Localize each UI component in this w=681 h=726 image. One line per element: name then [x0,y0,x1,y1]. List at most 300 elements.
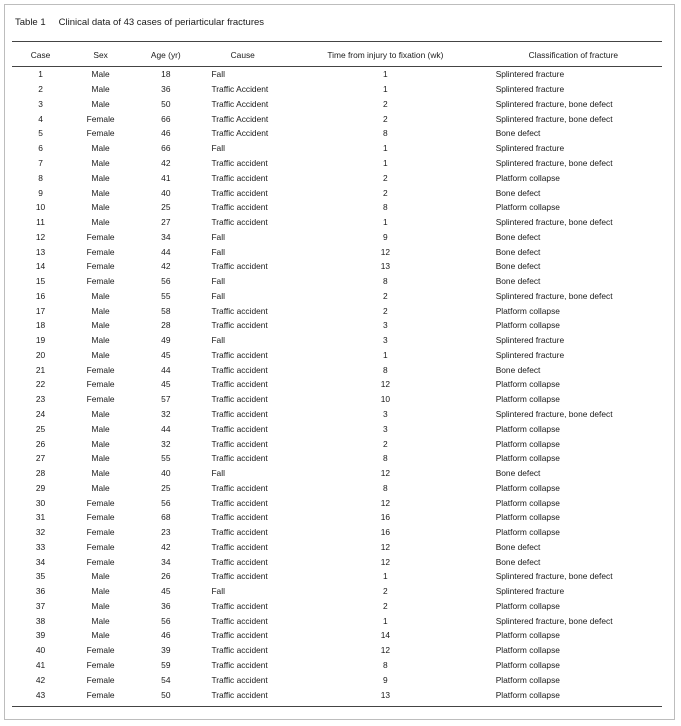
table-row [12,392,662,407]
cell-time-to-fixation: 2 [383,290,388,301]
cell-age: 54 [161,674,171,685]
cell-sex: Male [91,335,110,346]
cell-cause: Traffic accident [211,571,268,582]
cell-classification: Platform collapse [495,630,560,641]
cell-time-to-fixation: 2 [383,98,388,109]
cell-case: 42 [35,674,46,685]
table-row [12,126,662,141]
cell-cause: Traffic accident [211,217,268,228]
cell-age: 42 [161,261,171,272]
cell-classification: Splintered fracture, bone defect [495,157,613,168]
cell-cause: Traffic accident [211,527,268,538]
cell-sex: Female [86,527,115,538]
table-row [12,274,662,289]
cell-cause: Traffic accident [211,674,268,685]
cell-case: 6 [38,143,43,154]
cell-time-to-fixation: 1 [383,69,388,80]
cell-case: 19 [35,335,46,346]
cell-time-to-fixation: 3 [383,320,388,331]
cell-sex: Male [91,468,110,479]
cell-time-to-fixation: 8 [383,276,388,287]
table-row [12,495,662,510]
cell-age: 25 [161,202,171,213]
cell-age: 50 [161,98,171,109]
cell-sex: Male [91,305,110,316]
cell-cause: Traffic Accident [211,98,269,109]
table-row [12,141,662,156]
cell-time-to-fixation: 13 [380,689,391,700]
cell-case: 40 [35,645,46,656]
cell-sex: Female [86,497,115,508]
cell-cause: Traffic accident [211,512,268,523]
table-row [12,318,662,333]
cell-age: 40 [161,187,171,198]
cell-time-to-fixation: 2 [383,172,388,183]
cell-sex: Female [86,689,115,700]
cell-age: 36 [161,84,171,95]
cell-time-to-fixation: 8 [383,364,388,375]
cell-age: 66 [161,143,171,154]
table-row [12,259,662,274]
cell-cause: Traffic Accident [211,84,269,95]
table-row [12,215,662,230]
cell-classification: Bone defect [495,556,541,567]
cell-age: 42 [161,541,171,552]
cell-case: 5 [38,128,43,139]
cell-cause: Traffic Accident [211,113,269,124]
cell-sex: Female [86,512,115,523]
cell-sex: Female [86,364,115,375]
cell-age: 44 [161,364,171,375]
table-row [12,229,662,244]
cell-sex: Male [91,453,110,464]
cell-classification: Platform collapse [495,453,560,464]
cell-cause: Traffic accident [211,497,268,508]
cell-sex: Male [91,69,110,80]
table-row [12,672,662,687]
cell-cause: Traffic accident [211,453,268,464]
table-row [12,377,662,392]
cell-time-to-fixation: 3 [383,335,388,346]
cell-classification: Splintered fracture [495,69,565,80]
cell-age: 40 [161,468,171,479]
table-row [12,480,662,495]
cell-time-to-fixation: 12 [380,497,391,508]
table-row [12,111,662,126]
cell-time-to-fixation: 2 [383,438,388,449]
table-row [12,525,662,540]
cell-sex: Male [91,571,110,582]
cell-cause: Traffic accident [211,157,268,168]
cell-case: 8 [38,172,43,183]
cell-age: 68 [161,512,171,523]
table-row [12,244,662,259]
cell-case: 10 [35,202,46,213]
cell-time-to-fixation: 12 [380,246,391,257]
cell-age: 57 [161,394,171,405]
cell-age: 59 [161,660,171,670]
cell-age: 45 [161,379,171,390]
cell-classification: Platform collapse [495,172,560,183]
cell-cause: Traffic Accident [211,128,269,139]
cell-classification: Platform collapse [495,600,560,611]
table-row [12,362,662,377]
cell-classification: Platform collapse [495,305,560,316]
cell-time-to-fixation: 8 [383,202,388,213]
cell-classification: Splintered fracture, bone defect [495,408,613,419]
cell-sex: Male [91,438,110,449]
cell-sex: Female [86,113,115,124]
cell-cause: Traffic accident [211,541,268,552]
cell-cause: Traffic accident [211,364,268,375]
cell-sex: Male [91,320,110,331]
cell-case: 18 [35,320,46,331]
cell-age: 25 [161,482,171,493]
header-classification: Classification of fracture [528,49,619,60]
cell-time-to-fixation: 3 [383,408,388,419]
cell-age: 55 [161,453,171,464]
cell-sex: Female [86,379,115,390]
cell-case: 15 [35,276,46,287]
cell-sex: Female [86,660,115,670]
cell-case: 37 [35,600,46,611]
cell-case: 9 [38,187,43,198]
cell-sex: Female [86,261,115,272]
cell-cause: Traffic accident [211,556,268,567]
cell-time-to-fixation: 14 [380,630,391,641]
cell-sex: Male [91,84,110,95]
table-row [12,540,662,555]
header-time-to-fixation: Time from injury to fixation (wk) [327,49,444,60]
cell-case: 3 [38,98,43,109]
cell-cause: Traffic accident [211,438,268,449]
cell-age: 56 [161,615,171,626]
cell-sex: Male [91,172,110,183]
cell-classification: Platform collapse [495,527,560,538]
table-row [12,288,662,303]
cell-sex: Male [91,98,110,109]
cell-time-to-fixation: 12 [380,556,391,567]
cell-age: 49 [161,335,171,346]
cell-time-to-fixation: 2 [383,305,388,316]
cell-sex: Female [86,541,115,552]
cell-time-to-fixation: 1 [383,84,388,95]
cell-classification: Splintered fracture [495,335,565,346]
cell-case: 33 [35,541,46,552]
cell-classification: Platform collapse [495,394,560,405]
cell-age: 66 [161,113,171,124]
table-row [12,451,662,466]
table-row [12,599,662,614]
cell-classification: Splintered fracture, bone defect [495,571,613,582]
cell-classification: Platform collapse [495,423,560,434]
cell-case: 14 [35,261,46,272]
cell-sex: Female [86,231,115,242]
cell-classification: Platform collapse [495,660,560,670]
cell-cause: Traffic accident [211,630,268,641]
cell-cause: Traffic accident [211,349,268,360]
table-row [12,156,662,171]
cell-age: 36 [161,600,171,611]
cell-time-to-fixation: 1 [383,143,388,154]
cell-age: 50 [161,689,171,700]
cell-age: 56 [161,276,171,287]
cell-cause: Fall [211,69,225,80]
cell-time-to-fixation: 2 [383,586,388,597]
cell-case: 21 [35,364,46,375]
cell-sex: Male [91,290,110,301]
cell-classification: Splintered fracture, bone defect [495,290,613,301]
table-row [12,436,662,451]
cell-case: 13 [35,246,46,257]
cell-case: 11 [36,217,45,228]
cell-time-to-fixation: 12 [380,468,391,479]
cell-time-to-fixation: 13 [380,261,391,272]
cell-time-to-fixation: 1 [383,349,388,360]
cell-time-to-fixation: 8 [383,128,388,139]
cell-classification: Bone defect [495,468,541,479]
header-sex: Sex [93,49,108,60]
cell-sex: Male [91,423,110,434]
cell-time-to-fixation: 9 [383,674,388,685]
cell-classification: Platform collapse [495,497,560,508]
table-row [12,170,662,185]
table-caption [15,17,264,28]
cell-cause: Fall [211,335,225,346]
cell-case: 27 [35,453,46,464]
cell-cause: Traffic accident [211,172,268,183]
cell-case: 26 [35,438,46,449]
cell-age: 45 [161,586,171,597]
cell-classification: Platform collapse [495,645,560,656]
cell-cause: Fall [211,246,225,257]
cell-cause: Traffic accident [211,394,268,405]
cell-cause: Traffic accident [211,379,268,390]
cell-sex: Male [91,615,110,626]
cell-classification: Splintered fracture [495,349,565,360]
table-row [12,421,662,436]
cell-cause: Fall [211,276,225,287]
cell-sex: Female [86,674,115,685]
cell-time-to-fixation: 2 [383,187,388,198]
table-row [12,658,662,673]
cell-cause: Traffic accident [211,645,268,656]
cell-time-to-fixation: 16 [380,527,391,538]
clinical-data-table [12,45,662,702]
table-row [12,584,662,599]
cell-age: 26 [161,571,171,582]
cell-cause: Traffic accident [211,660,268,670]
cell-time-to-fixation: 1 [383,571,388,582]
table-row [12,348,662,363]
table-row [12,643,662,658]
cell-case: 16 [35,290,46,301]
cell-classification: Splintered fracture [495,84,565,95]
cell-classification: Platform collapse [495,512,560,523]
cell-sex: Male [91,586,110,597]
cell-sex: Male [91,217,110,228]
cell-case: 25 [35,423,46,434]
cell-classification: Platform collapse [495,379,560,390]
cell-case: 12 [35,231,46,242]
cell-cause: Traffic accident [211,615,268,626]
cell-classification: Bone defect [495,364,541,375]
cell-classification: Bone defect [495,246,541,257]
table-row [12,554,662,569]
cell-sex: Male [91,408,110,419]
cell-sex: Male [91,482,110,493]
cell-cause: Traffic accident [211,261,268,272]
cell-classification: Bone defect [495,128,541,139]
cell-time-to-fixation: 12 [380,379,391,390]
cell-cause: Traffic accident [211,423,268,434]
cell-classification: Bone defect [495,231,541,242]
table-row [12,613,662,628]
cell-time-to-fixation: 12 [380,645,391,656]
cell-age: 28 [161,320,171,331]
cell-cause: Traffic accident [211,320,268,331]
cell-sex: Female [86,128,115,139]
cell-classification: Bone defect [495,261,541,272]
cell-case: 38 [35,615,46,626]
cell-age: 23 [161,527,171,538]
cell-cause: Traffic accident [211,305,268,316]
table-row [12,97,662,112]
cell-classification: Platform collapse [495,438,560,449]
cell-case: 41 [35,660,46,670]
cell-time-to-fixation: 12 [380,541,391,552]
cell-case: 28 [35,468,46,479]
cell-sex: Female [86,556,115,567]
cell-classification: Bone defect [495,541,541,552]
cell-time-to-fixation: 9 [383,231,388,242]
cell-classification: Bone defect [495,276,541,287]
cell-case: 43 [35,689,46,700]
cell-case: 22 [35,379,46,390]
cell-case: 39 [35,630,46,641]
cell-classification: Platform collapse [495,482,560,493]
cell-classification: Splintered fracture [495,143,565,154]
cell-classification: Bone defect [495,187,541,198]
cell-age: 32 [161,438,171,449]
table-row [12,333,662,348]
cell-age: 27 [161,217,171,228]
cell-age: 44 [161,246,171,257]
cell-cause: Traffic accident [211,202,268,213]
cell-classification: Platform collapse [495,689,560,700]
cell-age: 55 [161,290,171,301]
cell-time-to-fixation: 2 [383,113,388,124]
cell-case: 4 [38,113,43,124]
table-row [12,407,662,422]
cell-time-to-fixation: 8 [383,453,388,464]
table-row [12,200,662,215]
header-case: Case [30,49,51,60]
table-row [12,82,662,97]
cell-case: 20 [35,349,46,360]
cell-age: 42 [161,157,171,168]
table-row [12,303,662,318]
bottom-rule [12,706,662,707]
table-row [12,569,662,584]
table-row [12,466,662,481]
table-row [12,687,662,702]
cell-time-to-fixation: 1 [383,615,388,626]
cell-case: 23 [35,394,46,405]
cell-time-to-fixation: 2 [383,600,388,611]
cell-cause: Fall [211,468,225,479]
cell-cause: Fall [211,290,225,301]
cell-sex: Male [91,600,110,611]
cell-classification: Splintered fracture, bone defect [495,98,613,109]
cell-sex: Male [91,187,110,198]
table-row [12,628,662,643]
cell-case: 7 [38,157,43,168]
cell-age: 56 [161,497,171,508]
cell-case: 31 [35,512,46,523]
table-row [12,64,662,82]
cell-case: 34 [35,556,46,567]
cell-age: 46 [161,630,171,641]
cell-age: 39 [161,645,171,656]
cell-case: 1 [38,69,43,80]
cell-time-to-fixation: 8 [383,482,388,493]
cell-time-to-fixation: 8 [383,660,388,670]
table-body [12,64,662,702]
cell-sex: Male [91,143,110,154]
cell-case: 24 [35,408,46,419]
cell-sex: Male [91,349,110,360]
cell-classification: Splintered fracture, bone defect [495,615,613,626]
header-cause: Cause [230,49,255,60]
cell-classification: Splintered fracture [495,586,565,597]
cell-age: 18 [161,69,171,80]
top-rule [12,41,662,42]
cell-cause: Fall [211,143,225,154]
cell-time-to-fixation: 16 [380,512,391,523]
cell-cause: Traffic accident [211,187,268,198]
cell-time-to-fixation: 1 [383,157,388,168]
cell-case: 35 [35,571,46,582]
table-header-row [12,45,662,64]
cell-age: 41 [161,172,171,183]
cell-classification: Splintered fracture, bone defect [495,217,613,228]
cell-case: 36 [35,586,46,597]
cell-age: 34 [161,556,171,567]
cell-sex: Male [91,630,110,641]
cell-sex: Female [86,394,115,405]
cell-age: 46 [161,128,171,139]
cell-cause: Fall [211,586,225,597]
cell-age: 32 [161,408,171,419]
cell-cause: Traffic accident [211,408,268,419]
cell-cause: Traffic accident [211,689,268,700]
cell-sex: Female [86,276,115,287]
table-title: Clinical data of 43 cases of periarticular fractures [58,17,265,28]
cell-case: 32 [35,527,46,538]
cell-time-to-fixation: 3 [383,423,388,434]
cell-cause: Fall [211,231,225,242]
cell-classification: Platform collapse [495,674,560,685]
cell-sex: Male [91,157,110,168]
table-row [12,510,662,525]
table-label: Table 1 [15,17,46,28]
cell-cause: Traffic accident [211,600,268,611]
cell-age: 44 [161,423,171,434]
cell-age: 45 [161,349,171,360]
cell-classification: Splintered fracture, bone defect [495,113,613,124]
cell-sex: Female [86,645,115,656]
